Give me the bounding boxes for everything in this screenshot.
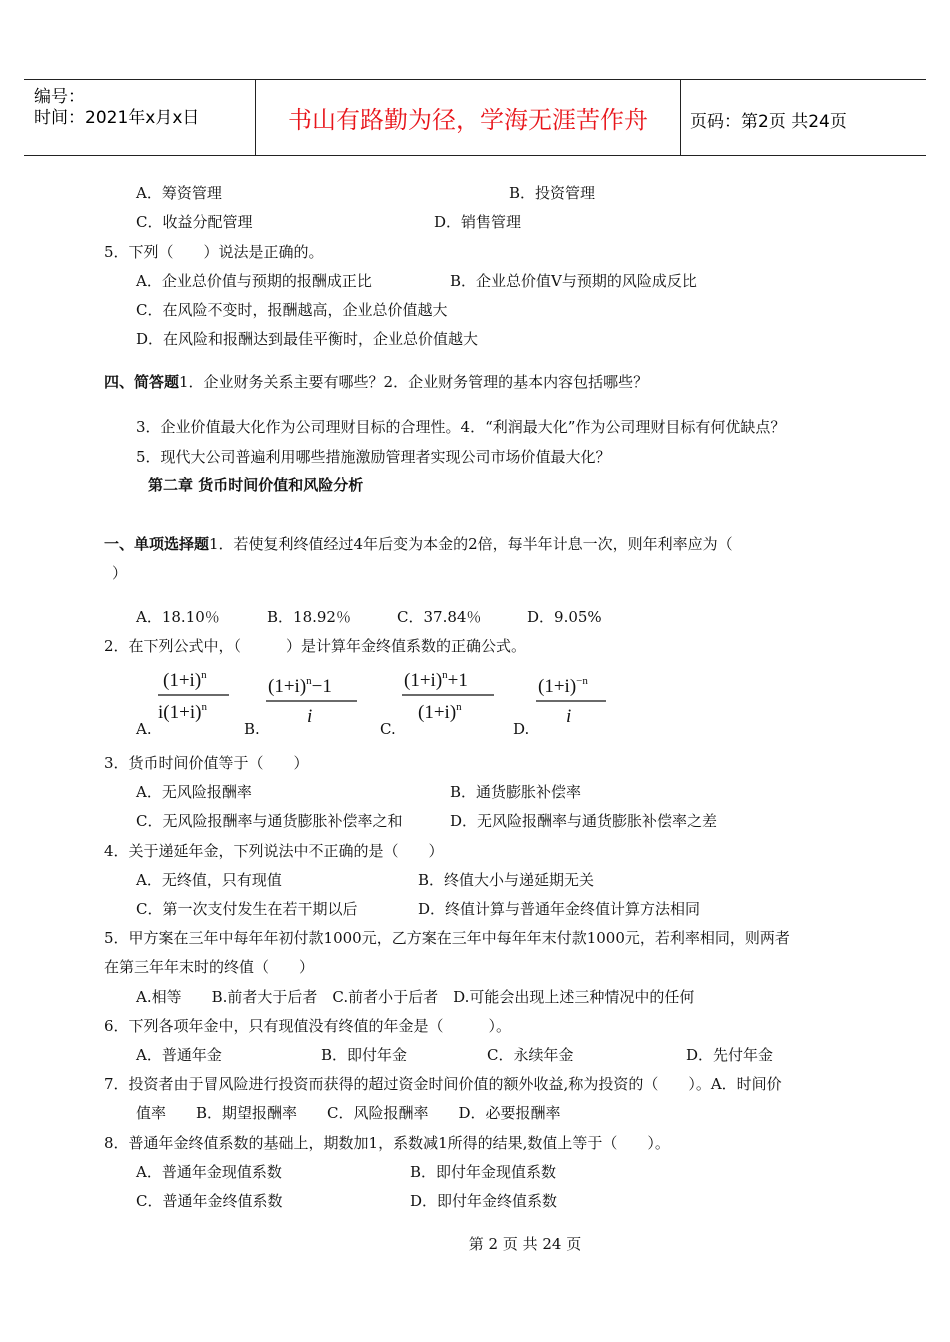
c2-q8-stem: 8．普通年金终值系数的基础上，期数加1，系数减1所得的结果,数值上等于（ ）。: [104, 1134, 670, 1152]
c2-q8-option-a: A．普通年金现值系数: [136, 1163, 282, 1181]
c2-q6-option-b: B．即付年金: [321, 1046, 408, 1064]
footer-page-number: 第 2 页 共 24 页: [468, 1235, 582, 1253]
header-motto: 书山有路勤为径，学海无涯苦作舟: [288, 106, 648, 134]
formula-d: [536, 675, 606, 727]
c2-q3-option-d: D．无风险报酬率与通货膨胀补偿率之差: [450, 812, 718, 830]
q5-option-a: A．企业总价值与预期的报酬成正比: [136, 272, 372, 290]
c2-q1-option-a: A．18.10％: [136, 608, 220, 626]
formula-b-numerator: $(1+i)^n-1$: [268, 675, 332, 697]
c2-q6-option-a: A．普通年金: [136, 1046, 222, 1064]
c2-q6-option-c: C．永续年金: [487, 1046, 574, 1064]
formula-d-denominator: i: [566, 706, 572, 727]
q5-option-c: C．在风险不变时，报酬越高，企业总价值越大: [136, 301, 448, 319]
c2-q2-label-b: B.: [244, 720, 260, 738]
c2-q5-line1: 5．甲方案在三年中每年年初付款1000元，乙方案在三年中每年年末付款1000元，若利率相同，则两者: [104, 929, 790, 947]
section4-line1: [104, 375, 648, 390]
c2-q6-stem: 6．下列各项年金中，只有现值没有终值的年金是（ ）。: [104, 1017, 512, 1035]
section4-heading: 四、简答题: [104, 373, 180, 391]
header-page-code: 页码：第2页 共24页: [690, 112, 847, 132]
c2-q1-option-b: B．18.92％: [267, 608, 351, 626]
c2-q6-option-d: D．先付年金: [686, 1046, 774, 1064]
header-time-label: 时间：2021年x月x日: [34, 108, 200, 128]
formula-c: [402, 669, 494, 723]
chapter-title: 第二章 货币时间价值和风险分析: [148, 476, 364, 494]
c2-q2-stem: 2．在下列公式中，（ ）是计算年金终值系数的正确公式。: [104, 637, 527, 655]
formula-a: [158, 669, 229, 723]
c2-q4-stem: 4．关于递延年金，下列说法中不正确的是（ ）: [104, 842, 444, 860]
c2-q2-formulas: [0, 662, 950, 742]
header-divider-2: [680, 79, 681, 155]
q5-option-d: D．在风险和报酬达到最佳平衡时，企业总价值越大: [136, 330, 479, 348]
formula-d-numerator: $(1+i)^{-n}$: [538, 675, 588, 697]
formula-c-denominator: $(1+i)^n$: [418, 701, 462, 723]
header-bottom-rule: [24, 155, 926, 156]
q4-option-d: D．销售管理: [434, 213, 522, 231]
section1-heading: 一、单项选择题: [104, 535, 210, 553]
formula-a-denominator: $i(1+i)^n$: [158, 701, 207, 723]
c2-q8-option-b: B．即付年金现值系数: [410, 1163, 557, 1181]
c2-q2-label-a: A.: [136, 720, 152, 738]
c2-q8-option-d: D．即付年金终值系数: [410, 1192, 558, 1210]
c2-q1-stem: 1．若使复利终值经过4年后变为本金的2倍，每半年计息一次，则年利率应为（: [209, 535, 733, 553]
c2-q4-option-c: C．第一次支付发生在若干期以后: [136, 900, 358, 918]
c2-q3-option-b: B．通货膨胀补偿率: [450, 783, 582, 801]
c2-q4-option-a: A．无终值，只有现值: [136, 871, 282, 889]
section4-line1-text: 1．企业财务关系主要有哪些？2．企业财务管理的基本内容包括哪些？: [179, 373, 649, 391]
formula-b: [266, 675, 357, 727]
c2-q2-label-d: D.: [513, 720, 530, 738]
c2-q1-stem-end: ）: [112, 564, 128, 582]
page-footer: [0, 1233, 950, 1254]
header-serial-label: 编号：: [34, 87, 85, 107]
c2-q1-option-c: C．37.84％: [397, 608, 482, 626]
q4-option-a: A．筹资管理: [136, 184, 222, 202]
c2-q2-label-c: C.: [380, 720, 396, 738]
c2-q4-option-b: B．终值大小与递延期无关: [418, 871, 595, 889]
c2-q7-line2: 值率 B．期望报酬率 C．风险报酬率 D．必要报酬率: [136, 1104, 561, 1122]
c2-q3-stem: 3．货币时间价值等于（ ）: [104, 754, 309, 772]
c2-q1-line: [104, 537, 733, 552]
c2-q3-option-c: C．无风险报酬率与通货膨胀补偿率之和: [136, 812, 403, 830]
formula-c-numerator: $(1+i)^n+1$: [404, 669, 468, 691]
q5-stem: 5．下列（ ）说法是正确的。: [104, 243, 324, 261]
q5-option-b: B．企业总价值V与预期的风险成反比: [450, 272, 697, 290]
c2-q5-line2: 在第三年年末时的终值（ ）: [104, 958, 315, 976]
formula-a-numerator: $(1+i)^n$: [163, 669, 207, 691]
c2-q3-option-a: A．无风险报酬率: [136, 783, 252, 801]
header-top-rule: [24, 79, 926, 80]
section4-line2: 3．企业价值最大化作为公司理财目标的合理性。4．“利润最大化”作为公司理财目标有何优缺点？: [136, 418, 786, 436]
c2-q7-line1: 7．投资者由于冒风险进行投资而获得的超过资金时间价值的额外收益,称为投资的（ ）。A．时间价: [104, 1075, 782, 1093]
c2-q5-options: A.相等 B.前者大于后者 C.前者小于后者 D.可能会出现上述三种情况中的任何: [136, 988, 695, 1006]
q4-option-b: B．投资管理: [509, 184, 596, 202]
c2-q4-option-d: D．终值计算与普通年金终值计算方法相同: [418, 900, 701, 918]
c2-q8-option-c: C．普通年金终值系数: [136, 1192, 283, 1210]
formula-b-denominator: i: [307, 706, 313, 727]
q4-option-c: C．收益分配管理: [136, 213, 253, 231]
c2-q1-option-d: D．9.05%: [527, 608, 602, 626]
section4-line3: 5．现代大公司普遍利用哪些措施激励管理者实现公司市场价值最大化？: [136, 448, 611, 466]
